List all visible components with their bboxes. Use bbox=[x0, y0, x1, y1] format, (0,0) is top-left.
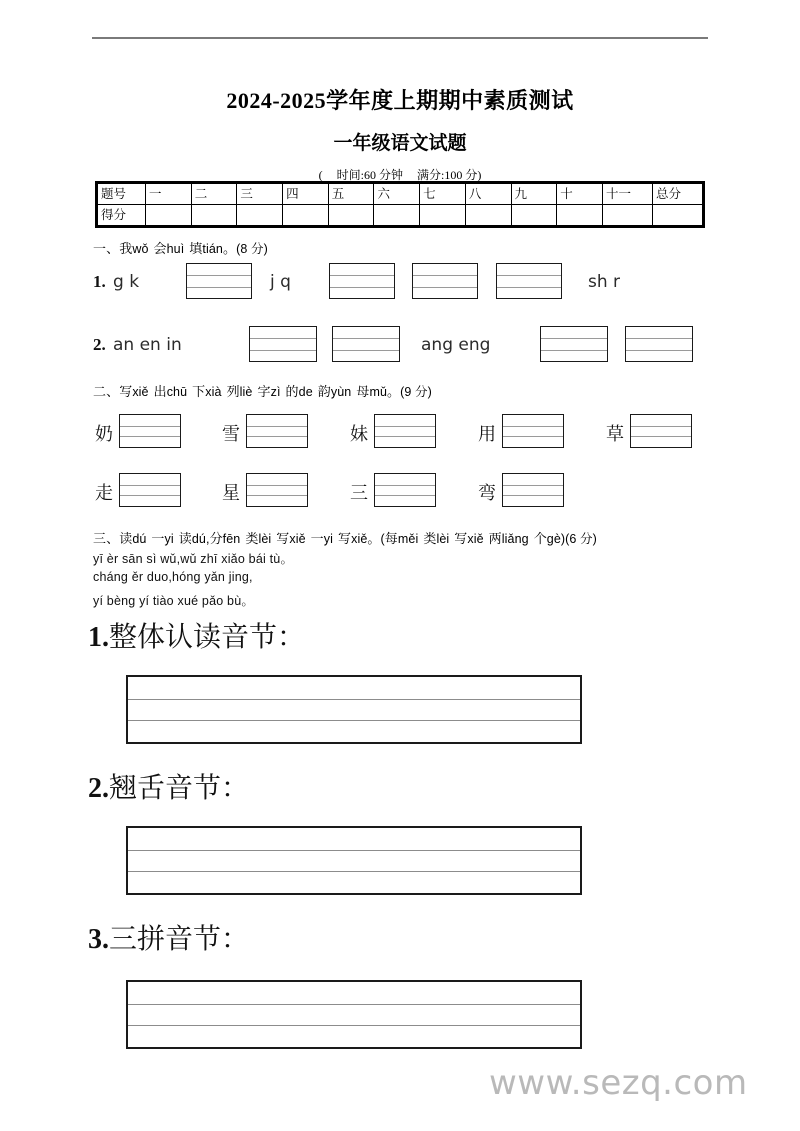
header-rule bbox=[92, 37, 708, 39]
section-1-row-2-number: 2. bbox=[93, 335, 106, 354]
score-table-col-11: 十一 bbox=[603, 184, 653, 205]
section-3-char-6: 写 bbox=[276, 531, 290, 546]
section-2-char-prompt: 弯 bbox=[478, 483, 496, 503]
section-3-char-7: 一 bbox=[310, 531, 324, 546]
page-subtitle: 一年级语文试题 bbox=[333, 133, 467, 154]
section-2-char-prompt: 用 bbox=[478, 424, 496, 444]
section-2-char-5: 字 bbox=[257, 384, 271, 399]
section-3-pinyin-12: liǎng bbox=[501, 532, 529, 546]
pinyin-box[interactable] bbox=[625, 326, 693, 362]
section-1-period: 。 bbox=[222, 241, 237, 256]
section-3-pinyin-10: lèi bbox=[436, 532, 450, 546]
section-3-paren-open: ( bbox=[380, 532, 385, 546]
table-row bbox=[98, 184, 703, 205]
section-3-char-2: 一 bbox=[151, 531, 165, 546]
section-3-pinyin-5: lèi bbox=[258, 532, 272, 546]
section-3-points: (6 分) bbox=[565, 532, 597, 546]
section-3-paren-close: ) bbox=[560, 532, 566, 546]
pinyin-box[interactable] bbox=[540, 326, 608, 362]
section-3-pinyin-9: měi bbox=[397, 532, 419, 546]
score-table-col-total: 总分 bbox=[653, 184, 703, 205]
answer-strip[interactable] bbox=[126, 826, 582, 895]
meta-total-score: 满分:100 分) bbox=[417, 168, 482, 182]
section-3-subquestion-3-number: 3. bbox=[88, 924, 109, 955]
section-3-char-5: 类 bbox=[245, 531, 259, 546]
section-2-char-prompt: 走 bbox=[95, 483, 113, 503]
exam-meta bbox=[0, 166, 800, 183]
section-3-subquestion-1 bbox=[88, 615, 305, 655]
section-2-char-prompt: 奶 bbox=[95, 424, 113, 444]
section-1-points: (8 分) bbox=[236, 242, 268, 256]
section-3-pinyin-1: dú bbox=[132, 532, 147, 546]
section-3-heading bbox=[93, 528, 597, 547]
score-cell[interactable] bbox=[237, 205, 283, 226]
section-3-pinyin-line: cháng ěr duo,hóng yǎn jing, bbox=[93, 570, 253, 584]
score-table-row-label-2: 得分 bbox=[98, 205, 146, 226]
pinyin-box[interactable] bbox=[496, 263, 562, 299]
section-3-char-10: 类 bbox=[423, 531, 437, 546]
score-table-col-2: 二 bbox=[191, 184, 237, 205]
pinyin-box[interactable] bbox=[630, 414, 692, 448]
score-table bbox=[97, 183, 703, 226]
score-table-col-1: 一 bbox=[146, 184, 192, 205]
score-table-col-4: 四 bbox=[283, 184, 329, 205]
pinyin-box[interactable] bbox=[332, 326, 400, 362]
section-2-char-prompt: 星 bbox=[222, 483, 240, 503]
section-3-index: 三、 bbox=[93, 531, 120, 546]
section-3-char-1: 读 bbox=[119, 531, 133, 546]
score-table-col-10: 十 bbox=[557, 184, 603, 205]
score-cell[interactable] bbox=[374, 205, 420, 226]
section-3-pinyin-13: gè bbox=[546, 532, 561, 546]
pinyin-box[interactable] bbox=[246, 473, 308, 507]
section-3-char-3: 读 bbox=[178, 531, 192, 546]
section-1-pinyin-2: huì bbox=[166, 242, 185, 256]
section-3-pinyin-7: yi bbox=[323, 532, 334, 546]
section-3-char-13: 个 bbox=[533, 531, 547, 546]
section-1-index: 一、 bbox=[93, 241, 120, 256]
score-cell[interactable] bbox=[653, 205, 703, 226]
section-3-subquestion-3-label: 三拼音节： bbox=[109, 924, 250, 955]
score-table-row-label-1: 题号 bbox=[98, 184, 146, 205]
section-3-pinyin-8: xiě bbox=[351, 532, 368, 546]
section-3-pinyin-11: xiě bbox=[467, 532, 484, 546]
section-3-subquestion-2-label: 翘舌音节： bbox=[109, 773, 250, 804]
section-3-comma: , bbox=[205, 532, 210, 546]
score-cell[interactable] bbox=[283, 205, 329, 226]
section-2-pinyin-4: liè bbox=[239, 385, 253, 399]
section-2-char-7: 韵 bbox=[317, 384, 331, 399]
section-2-pinyin-7: yùn bbox=[330, 385, 352, 399]
section-3-char-9: 每 bbox=[384, 531, 398, 546]
section-2-char-6: 的 bbox=[285, 384, 299, 399]
score-cell[interactable] bbox=[511, 205, 557, 226]
score-table-col-5: 五 bbox=[328, 184, 374, 205]
section-3-pinyin-2: yi bbox=[164, 532, 174, 546]
section-3-pinyin-3: dú bbox=[191, 532, 206, 546]
pinyin-box[interactable] bbox=[502, 473, 564, 507]
pinyin-box[interactable] bbox=[119, 473, 181, 507]
section-3-pinyin-4: fēn bbox=[222, 532, 241, 546]
section-2-char-1: 写 bbox=[119, 384, 133, 399]
pinyin-box[interactable] bbox=[374, 473, 436, 507]
score-cell[interactable] bbox=[603, 205, 653, 226]
score-cell[interactable] bbox=[328, 205, 374, 226]
section-1-row-1-letters-mid: j q bbox=[270, 272, 291, 292]
meta-paren-open: ( bbox=[318, 168, 323, 182]
section-2-points: (9 分) bbox=[400, 385, 432, 399]
section-1-row-1-letters-before: g k bbox=[113, 272, 140, 292]
score-cell[interactable] bbox=[420, 205, 466, 226]
section-2-char-prompt: 三 bbox=[350, 483, 368, 503]
score-table-col-7: 七 bbox=[420, 184, 466, 205]
score-table-col-6: 六 bbox=[374, 184, 420, 205]
score-table-col-3: 三 bbox=[237, 184, 283, 205]
section-2-char-prompt: 妹 bbox=[350, 424, 368, 444]
section-2-char-8: 母 bbox=[356, 384, 370, 399]
section-2-char-4: 列 bbox=[226, 384, 240, 399]
pinyin-box[interactable] bbox=[246, 414, 308, 448]
section-1-char-3: 填 bbox=[189, 241, 203, 256]
pinyin-box[interactable] bbox=[119, 414, 181, 448]
section-2-char-prompt: 雪 bbox=[222, 424, 240, 444]
section-2-pinyin-8: mǔ bbox=[369, 385, 388, 399]
section-1-char-1: 我 bbox=[119, 241, 133, 256]
table-row bbox=[98, 205, 703, 226]
score-cell[interactable] bbox=[557, 205, 603, 226]
score-table-col-9: 九 bbox=[511, 184, 557, 205]
pinyin-box[interactable] bbox=[329, 263, 395, 299]
section-1-row-1-letters-after: sh r bbox=[588, 272, 621, 292]
pinyin-box[interactable] bbox=[374, 414, 436, 448]
section-3-pinyin-6: xiě bbox=[289, 532, 306, 546]
meta-time: 时间:60 分钟 bbox=[336, 168, 403, 182]
section-1-pinyin-1: wǒ bbox=[132, 242, 149, 256]
section-2-char-3: 下 bbox=[192, 384, 206, 399]
section-3-char-11: 写 bbox=[454, 531, 468, 546]
section-1-row-2-letters-mid: ang eng bbox=[421, 335, 491, 355]
section-2-char-prompt: 草 bbox=[606, 424, 624, 444]
section-3-subquestion-3 bbox=[88, 917, 249, 957]
section-3-subquestion-1-label: 整体认读音节： bbox=[109, 622, 306, 653]
section-1-row-2-letters-before: an en in bbox=[113, 335, 182, 355]
section-2-pinyin-3: xià bbox=[205, 385, 222, 399]
section-2-heading bbox=[93, 381, 432, 400]
section-3-subquestion-2-number: 2. bbox=[88, 773, 109, 804]
section-3-char-4: 分 bbox=[209, 531, 223, 546]
section-2-index: 二、 bbox=[93, 384, 120, 399]
answer-strip[interactable] bbox=[126, 980, 582, 1049]
score-cell[interactable] bbox=[191, 205, 237, 226]
section-1-char-2: 会 bbox=[153, 241, 167, 256]
section-3-subquestion-2 bbox=[88, 766, 249, 806]
section-3-char-8: 写 bbox=[338, 531, 352, 546]
pinyin-box[interactable] bbox=[249, 326, 317, 362]
section-2-pinyin-1: xiě bbox=[132, 385, 149, 399]
section-2-period: 。 bbox=[387, 384, 401, 399]
section-3-char-12: 两 bbox=[488, 531, 502, 546]
section-2-pinyin-5: zì bbox=[270, 385, 281, 399]
pinyin-box[interactable] bbox=[412, 263, 478, 299]
section-1-pinyin-3: tián bbox=[202, 242, 223, 256]
answer-strip[interactable] bbox=[126, 675, 582, 744]
section-3-period: 。 bbox=[367, 531, 381, 546]
section-2-pinyin-2: chū bbox=[166, 385, 188, 399]
section-3-subquestion-1-number: 1. bbox=[88, 622, 109, 653]
pinyin-box[interactable] bbox=[502, 414, 564, 448]
section-1-row-1-number: 1. bbox=[93, 272, 106, 291]
score-cell[interactable] bbox=[465, 205, 511, 226]
pinyin-box[interactable] bbox=[186, 263, 252, 299]
section-2-char-2: 出 bbox=[153, 384, 167, 399]
section-2-pinyin-6: de bbox=[298, 385, 313, 399]
score-cell[interactable] bbox=[146, 205, 192, 226]
watermark: www.sezq.com bbox=[489, 1063, 748, 1103]
section-3-pinyin-line: yí bèng yí tiào xué pǎo bù。 bbox=[93, 594, 255, 608]
score-table-col-8: 八 bbox=[465, 184, 511, 205]
section-3-pinyin-line: yī èr sān sì wǔ,wǔ zhī xiǎo bái tù。 bbox=[93, 552, 294, 566]
section-1-heading bbox=[93, 238, 268, 257]
page-title: 2024-2025学年度上期期中素质测试 bbox=[226, 88, 574, 113]
